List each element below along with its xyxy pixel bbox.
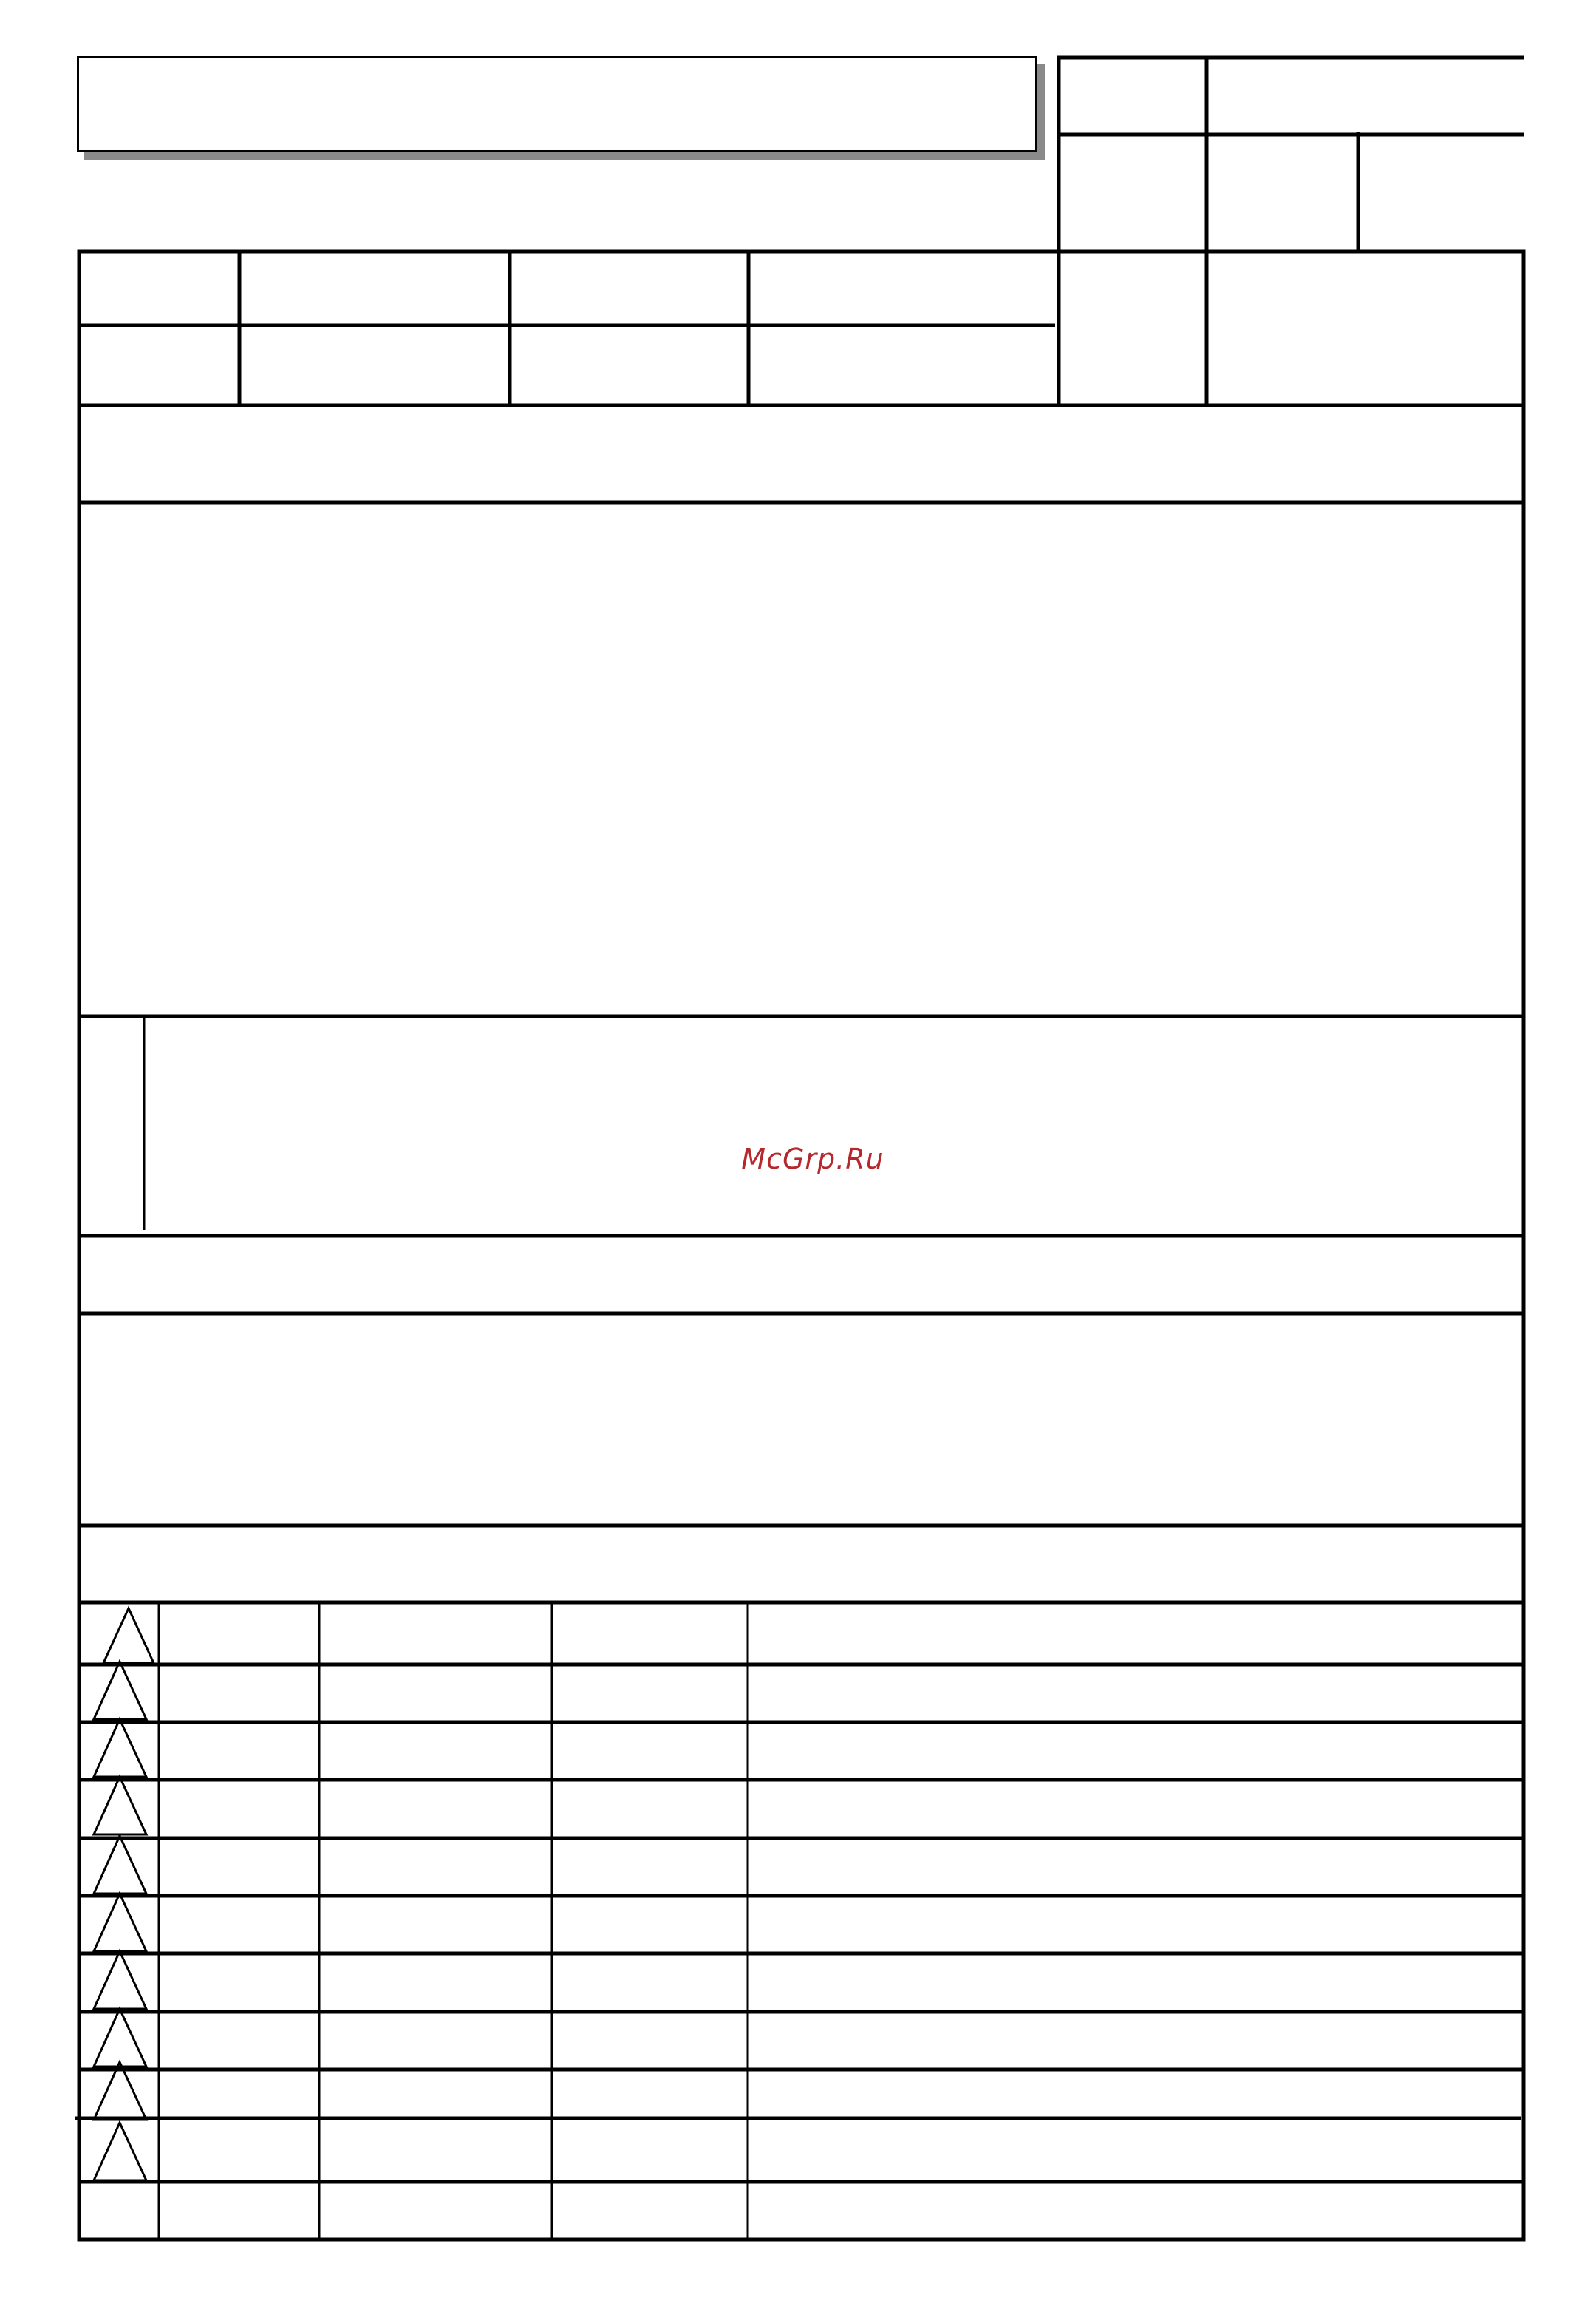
watermark-text: McGrp.Ru <box>741 1143 884 1175</box>
triangle-icon <box>103 1608 154 1663</box>
triangle-icon <box>94 1894 146 1951</box>
triangle-icon <box>94 1719 146 1777</box>
main-frame <box>79 251 1524 2239</box>
triangle-icon <box>94 1836 146 1894</box>
triangle-icon <box>94 1951 146 2009</box>
triangle-icon <box>94 1662 146 1719</box>
triangle-icon <box>94 2009 146 2067</box>
triangle-icon <box>94 2123 146 2180</box>
triangle-icon <box>94 1777 146 1834</box>
